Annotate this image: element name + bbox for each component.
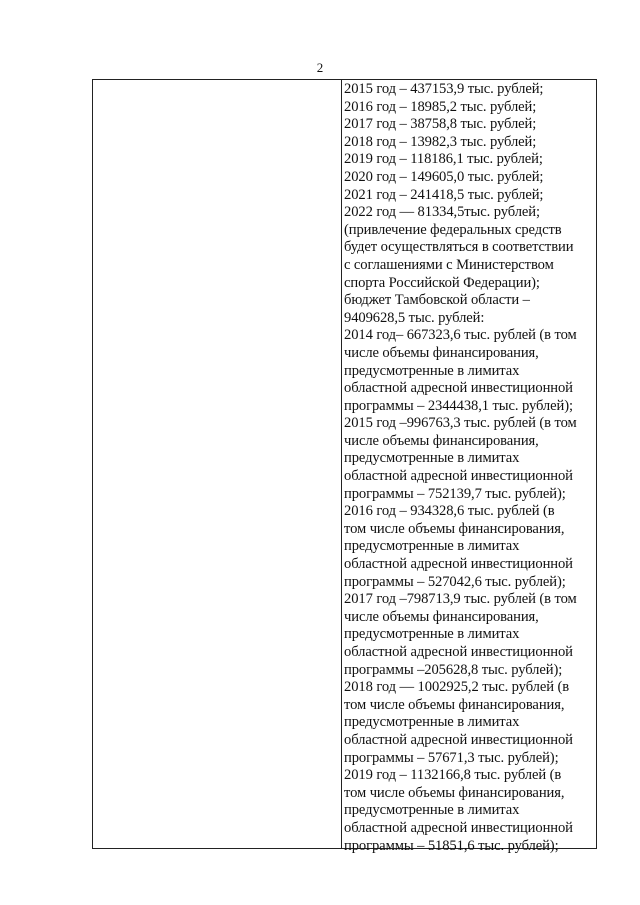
text-line: областной адресной инвестиционной xyxy=(344,556,573,573)
text-line: предусмотренные в лимитах xyxy=(344,538,520,555)
text-line: областной адресной инвестиционной xyxy=(344,468,573,485)
text-line: 2019 год – 118186,1 тыс. рублей; xyxy=(344,151,543,168)
text-line: предусмотренные в лимитах xyxy=(344,362,520,379)
text-line: программы –205628,8 тыс. рублей); xyxy=(344,661,563,678)
document-table xyxy=(92,79,597,854)
text-line: 9409628,5 тыс. рублей: xyxy=(344,309,485,326)
text-line: 2018 год — 1002925,2 тыс. рублей (в xyxy=(344,679,570,696)
text-line: 2017 год –798713,9 тыс. рублей (в том xyxy=(344,591,577,608)
text-line: том числе объемы финансирования, xyxy=(344,696,565,713)
text-line: областной адресной инвестиционной xyxy=(344,819,573,836)
column-divider xyxy=(341,80,342,848)
text-line: предусмотренные в лимитах xyxy=(344,626,520,643)
text-line: 2014 год– 667323,6 тыс. рублей (в том xyxy=(344,327,577,344)
text-line: областной адресной инвестиционной xyxy=(344,644,573,660)
text-line: том числе объемы финансирования, xyxy=(344,784,565,801)
text-line: бюджет Тамбовской области – xyxy=(344,292,530,309)
text-line: предусмотренные в лимитах xyxy=(344,714,520,731)
page-number: 2 xyxy=(316,60,324,75)
text-line: программы – 2344438,1 тыс. рублей); xyxy=(344,397,573,414)
text-line: 2016 год – 934328,6 тыс. рублей (в xyxy=(344,503,555,520)
text-line: 2021 год – 241418,5 тыс. рублей; xyxy=(344,186,544,203)
text-line: том числе объемы финансирования, xyxy=(344,520,565,537)
text-line: программы – 527042,6 тыс. рублей); xyxy=(344,573,566,590)
text-line: числе объемы финансирования, xyxy=(344,432,539,449)
text-line: 2022 год — 81334,5тыс. рублей; xyxy=(344,204,540,221)
text-line: будет осуществляться в соответствии xyxy=(344,239,574,256)
text-line: 2015 год – 437153,9 тыс. рублей; xyxy=(344,81,544,97)
text-line: 2020 год – 149605,0 тыс. рублей; xyxy=(344,168,544,185)
text-line: спорта Российской Федерации); xyxy=(344,274,540,291)
text-line: областной адресной инвестиционной xyxy=(344,731,573,748)
text-line: предусмотренные в лимитах xyxy=(344,802,520,819)
text-line: с соглашениями с Министерством xyxy=(344,256,554,273)
text-line: предусмотренные в лимитах xyxy=(344,450,520,467)
text-line: программы – 57671,3 тыс. рублей); xyxy=(344,749,559,766)
text-line: 2019 год – 1132166,8 тыс. рублей (в xyxy=(344,767,562,784)
text-line: областной адресной инвестиционной xyxy=(344,380,573,397)
text-line: программы – 51851,6 тыс. рублей); xyxy=(344,837,559,854)
text-line: 2017 год – 38758,8 тыс. рублей; xyxy=(344,116,537,133)
text-line: 2018 год – 13982,3 тыс. рублей; xyxy=(344,133,537,150)
text-line: 2015 год –996763,3 тыс. рублей (в том xyxy=(344,415,577,432)
text-line: программы – 752139,7 тыс. рублей); xyxy=(344,485,566,502)
text-line: числе объемы финансирования, xyxy=(344,608,539,625)
text-line: числе объемы финансирования, xyxy=(344,344,539,361)
text-line: (привлечение федеральных средств xyxy=(344,221,562,238)
table-cell-right xyxy=(344,81,596,855)
text-line: 2016 год – 18985,2 тыс. рублей; xyxy=(344,98,537,115)
